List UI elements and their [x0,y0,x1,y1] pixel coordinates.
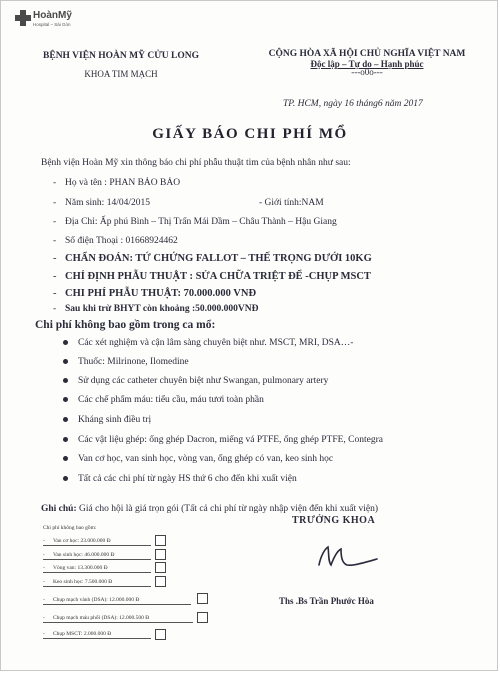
divider [43,572,151,573]
bullet-dot-icon [63,437,68,442]
note-text: Giá cho hội là giá trọn gói (Tất cả chi phí từ ngày nhập viện đến khi xuất viện) [79,504,379,514]
patient-gender: - Giới tính:NAM [259,198,324,208]
document-title: GIẤY BÁO CHI PHÍ MỔ [152,126,348,142]
checkbox[interactable] [155,535,166,546]
patient-phone: - Số điện Thoại : 01668924462 [53,236,178,246]
checkbox[interactable] [155,629,166,640]
checkbox[interactable] [155,549,166,560]
cost-list-heading: Chi phí không bao gồm: [43,525,97,531]
note-line [41,504,378,514]
note-label: Ghi chú: [41,504,77,514]
surgery-cost-line: - CHI PHÍ PHẪU THUẬT: 70.000.000 VNĐ [53,288,257,299]
department-name: KHOA TIM MẠCH [84,69,158,79]
patient-dob: - Năm sinh: 14/04/2015 [53,198,150,208]
patient-address: - Địa Chỉ: Ấp phú Bình – Thị Trấn Mái Dầm – Châu Thành – Hậu Giang [53,217,337,227]
bullet-dot-icon [63,476,68,481]
divider [43,545,151,546]
checkbox[interactable] [155,576,166,587]
not-included-item: Kháng sinh điều trị [63,415,151,425]
diagnosis-line: - CHẨN ĐOÁN: TỨ CHỨNG FALLOT – THẾ TRỌNG DƯỚI 10KG [53,253,372,264]
divider [43,622,193,623]
handwritten-signature [301,535,391,581]
not-included-item: Thuốc: Milrinone, Ilomedine [63,357,189,367]
bullet-dot-icon [63,417,68,422]
indication-line: - CHỈ ĐỊNH PHẪU THUẬT : SỬA CHỮA TRIỆT ĐỂ -CHỤP MSCT [53,271,371,282]
cost-list-item: - Chụp MSCT: 2.000.000 Đ [43,631,112,637]
checkbox[interactable] [197,612,208,623]
after-insurance-line: - Sau khi trừ BHYT còn khoảng :50.000.000VNĐ [53,304,259,314]
signature-title: TRƯỞNG KHOA [292,515,376,526]
hospital-logo [15,8,71,34]
logo-name: HoànMỹ [33,10,72,21]
not-included-item: Van cơ học, van sinh học, vòng van, ống ghép có van, keo sinh học [63,454,333,464]
not-included-item: Sử dụng các catheter chuyên biệt như Swangan, pulmonary artery [63,376,328,386]
hospital-name: BỆNH VIỆN HOÀN MỸ CỬU LONG [43,51,199,61]
not-included-item: Tất cả các chi phí từ ngày HS thứ 6 cho đến khi xuất viện [63,474,297,484]
document-date: TP. HCM, ngày 16 tháng6 năm 2017 [283,99,423,109]
logo-subtitle: Hospital – Sài Gòn [33,22,71,27]
not-included-item: Các chế phẩm máu: tiểu cầu, máu tươi toàn phần [63,395,264,405]
cost-list-item: - Van sinh học: 46.000.000 Đ [43,552,115,558]
divider [43,638,151,639]
cost-list-item: - Keo sinh học: 7.500.000 Đ [43,579,113,585]
motto-separator: ---o0o--- [351,67,383,77]
cost-list-item: - Vòng van: 13.300.000 Đ [43,565,108,571]
bullet-dot-icon [63,456,68,461]
divider [43,586,151,587]
divider [43,559,151,560]
bullet-dot-icon [63,378,68,383]
not-included-item: Các xét nghiệm và cận lâm sàng chuyên biệt như. MSCT, MRI, DSA…- [63,338,353,348]
cost-list-item: - Van cơ học: 23.000.000 Đ [43,538,111,544]
checkbox[interactable] [155,562,166,573]
not-included-heading: Chi phí không bao gồm trong ca mổ: [35,319,216,331]
cost-list-item: - Chụp mạch máu phổi (DSA): 12.000.500 Đ [43,615,150,621]
not-included-item: Các vật liệu ghép: ống ghép Dacron, miếng vá PTFE, ống ghép PTFE, Contegra [63,435,383,445]
intro-text: Bệnh viện Hoàn Mỹ xin thông báo chi phí phẫu thuật tim của bệnh nhân như sau: [41,158,351,168]
bullet-dot-icon [63,397,68,402]
checkbox[interactable] [197,593,208,604]
header-right [267,49,467,77]
signer-name: Ths .Bs Trần Phước Hòa [279,596,374,606]
header-left [31,51,211,79]
bullet-dot-icon [63,340,68,345]
bullet-dot-icon [63,359,68,364]
patient-name: - Họ và tên : PHAN BẢO BẢO [53,178,181,188]
national-motto: Độc lập – Tự do – Hạnh phúc [310,59,424,69]
divider [43,604,191,605]
medical-cross-icon [15,10,31,26]
cost-list-item: - Chụp mạch vành (DSA): 12.000.000 Đ [43,597,140,603]
country-name: CỘNG HÒA XÃ HỘI CHỦ NGHĨA VIỆT NAM [268,49,466,59]
